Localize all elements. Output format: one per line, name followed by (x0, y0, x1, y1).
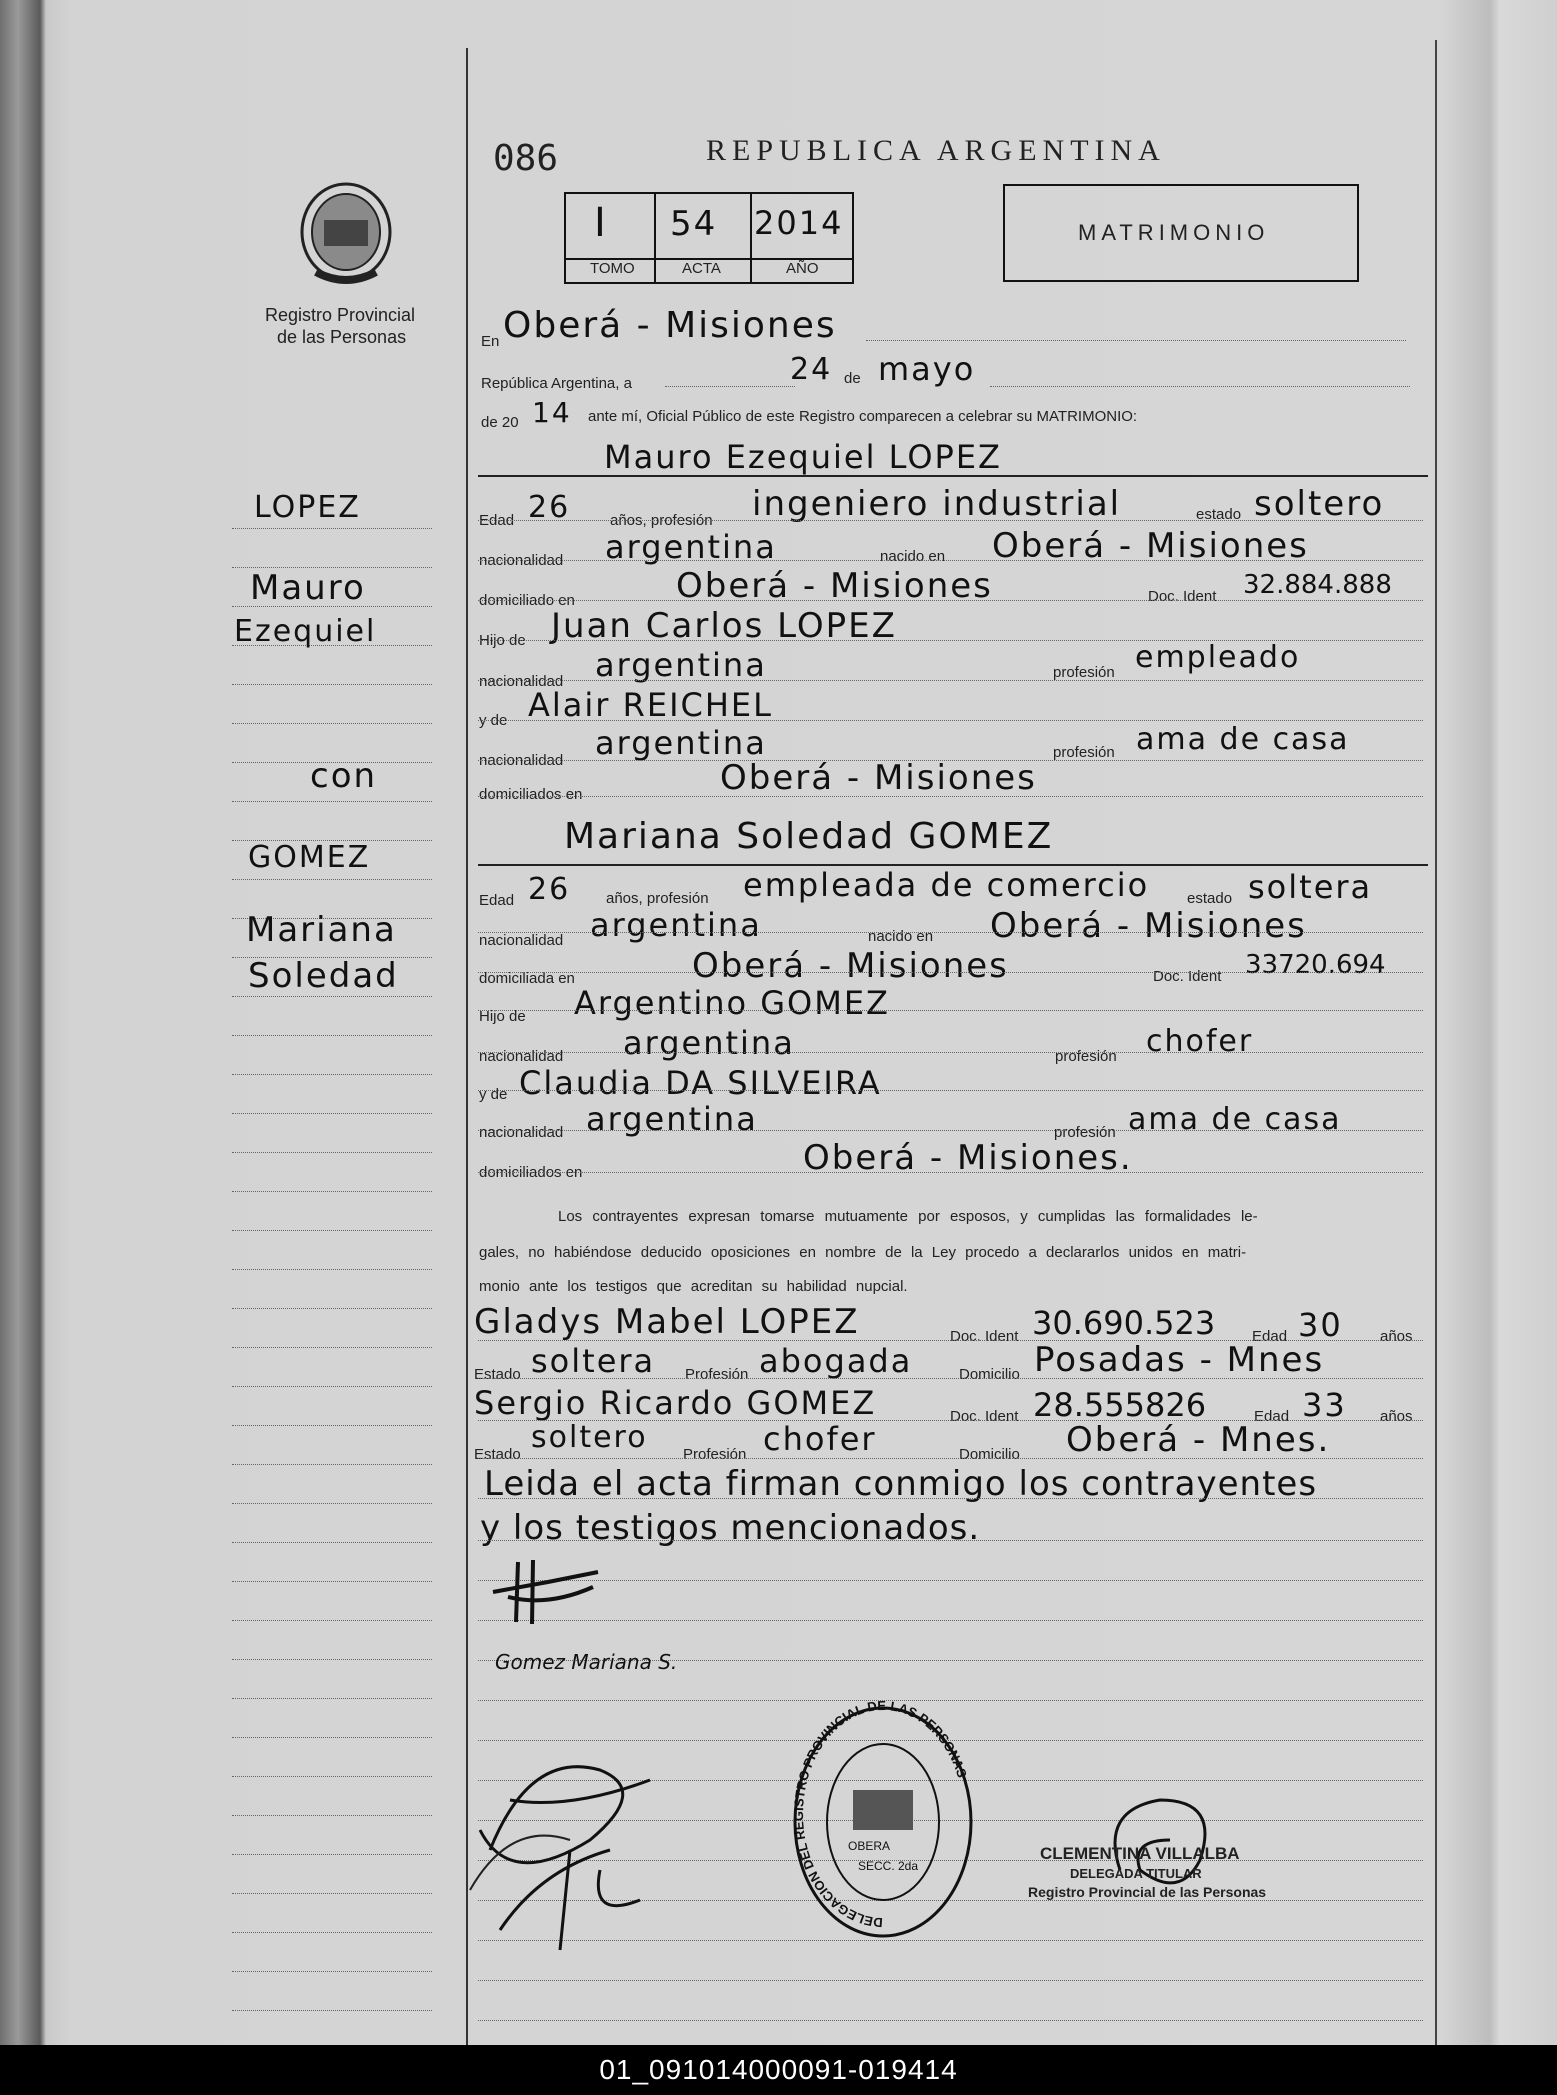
label-w2-edad: Edad (1254, 1408, 1290, 1425)
margin-rule (232, 1035, 432, 1036)
margin-bride-surname: GOMEZ (248, 840, 371, 875)
record-month: mayo (878, 350, 976, 388)
record-year: 14 (532, 396, 572, 429)
margin-rule (232, 1659, 432, 1660)
groom-age: 26 (528, 490, 571, 525)
act-type-box (1003, 184, 1359, 282)
label-groom-mother-prof: profesión (1053, 744, 1115, 761)
body-rule (478, 720, 1423, 721)
margin-rule (232, 1698, 432, 1699)
margin-rule (232, 1503, 432, 1504)
groom-nationality: argentina (605, 528, 777, 566)
body-rule (478, 640, 1423, 641)
label-bride-nacionalidad: nacionalidad (479, 932, 564, 949)
margin-rule (232, 1776, 432, 1777)
body-rule (478, 560, 1423, 561)
groom-civil-state: soltero (1254, 484, 1385, 524)
margin-bride-name2: Soledad (248, 956, 399, 996)
body-rule (478, 1458, 1423, 1459)
body-rule (478, 1090, 1423, 1091)
label-groom-father-nac: nacionalidad (479, 673, 564, 690)
official-signature-mark-icon (488, 1552, 608, 1632)
margin-rule (232, 1971, 432, 1972)
body-rule (478, 1130, 1423, 1131)
bride-mother-profession: ama de casa (1128, 1102, 1342, 1137)
record-day: 24 (790, 352, 833, 387)
act-type: MATRIMONIO (1078, 220, 1270, 245)
groom-parents-domicile: Oberá - Misiones (720, 758, 1037, 798)
margin-rule (232, 1893, 432, 1894)
stamp-center2: SECC. 2da (858, 1859, 919, 1873)
acta-label: ACTA (682, 260, 721, 277)
label-de20: de 20 (481, 414, 519, 431)
body-rule (478, 760, 1423, 761)
body-rule (478, 680, 1423, 681)
groom-full-name: Mauro Ezequiel LOPEZ (604, 438, 1002, 476)
bride-full-name: Mariana Soledad GOMEZ (564, 816, 1054, 857)
groom-domicile: Oberá - Misiones (676, 566, 993, 606)
bride-signature: Gomez Mariana S. (495, 1650, 678, 1674)
tomo-value: I (594, 200, 608, 246)
official-org: Registro Provincial de las Personas (1028, 1884, 1267, 1900)
bride-civil-state: soltera (1248, 868, 1373, 906)
label-de: de (844, 370, 861, 387)
witness2-state: soltero (531, 1420, 648, 1455)
margin-rule (232, 1308, 432, 1309)
label-republica: República Argentina, a (481, 375, 632, 392)
margin-rule (232, 879, 432, 880)
label-bride-hijo-de: Hijo de (479, 1008, 526, 1025)
label-groom-domiciliados: domiciliados en (479, 786, 583, 803)
witness2-age: 33 (1302, 1386, 1347, 1424)
body-rule (478, 520, 1423, 521)
bride-birthplace: Oberá - Misiones (990, 906, 1307, 946)
margin-rule (232, 1191, 432, 1192)
label-bride-domiciliada: domiciliada en (479, 970, 575, 987)
bride-domicile: Oberá - Misiones (692, 946, 1009, 986)
witness1-profession: abogada (759, 1342, 913, 1380)
margin-rule (232, 2010, 432, 2011)
margin-con: con (310, 756, 378, 796)
body-rule (478, 1010, 1423, 1011)
label-bride-nacido-en: nacido en (868, 928, 934, 945)
groom-mother-profession: ama de casa (1136, 722, 1350, 757)
label-bride-estado: estado (1187, 890, 1233, 907)
body-rule (478, 1052, 1423, 1053)
margin-rule (232, 1347, 432, 1348)
groom-mother-nationality: argentina (595, 724, 767, 762)
tomo-acta-anio-box (564, 192, 854, 284)
registry-line1: Registro Provincial (265, 305, 416, 325)
groom-birthplace: Oberá - Misiones (992, 526, 1309, 566)
province-seal-icon (294, 180, 398, 290)
declaration-line3: monio ante los testigos que acreditan su habilidad nupcial. (479, 1278, 908, 1295)
body-rule (478, 1580, 1423, 1581)
witness2-profession: chofer (763, 1420, 877, 1458)
label-bride-mother-nac: nacionalidad (479, 1124, 564, 1141)
serial-number: 086 (493, 138, 559, 179)
margin-rule (232, 1854, 432, 1855)
official-name: CLEMENTINA VILLALBA (1040, 1844, 1240, 1863)
label-w1-profesion: Profesión (685, 1366, 749, 1383)
margin-rule (232, 1425, 432, 1426)
acta-value: 54 (670, 204, 718, 244)
declaration-line1: Los contrayentes expresan tomarse mutuamente por esposos, y cumplidas las formalidades le- (558, 1208, 1258, 1225)
body-rule (478, 972, 1423, 973)
body-rule (478, 1620, 1423, 1621)
closing-line1: Leida el acta firman conmigo los contrayentes (484, 1464, 1318, 1504)
margin-rule (232, 1932, 432, 1933)
body-rule (478, 1980, 1423, 1981)
witness1-name: Gladys Mabel LOPEZ (474, 1302, 860, 1342)
groom-doc: 32.884.888 (1243, 570, 1392, 600)
official-title: DELEGADA TITULAR (1070, 1866, 1202, 1881)
label-w1-domicilio: Domicilio (959, 1366, 1020, 1383)
witness2-domicile: Oberá - Mnes. (1066, 1420, 1331, 1460)
label-en: En (481, 333, 500, 350)
margin-rule (232, 684, 432, 685)
margin-rule (232, 1152, 432, 1153)
margin-rule (232, 1269, 432, 1270)
bride-father-nationality: argentina (623, 1024, 795, 1062)
margin-rule (232, 1581, 432, 1582)
label-groom-nacido-en: nacido en (880, 548, 946, 565)
margin-rule (232, 528, 432, 529)
label-groom-anos-profesion: años, profesión (610, 512, 713, 529)
label-w2-doc: Doc. Ident (950, 1408, 1019, 1425)
label-groom-mother-nac: nacionalidad (479, 752, 564, 769)
witness2-doc: 28.555826 (1033, 1386, 1207, 1424)
anio-label: AÑO (786, 260, 819, 277)
body-rule (478, 1540, 1423, 1541)
margin-groom-name1: Mauro (250, 568, 366, 608)
label-bride-mother-prof: profesión (1054, 1124, 1116, 1141)
body-rule (478, 796, 1423, 797)
body-rule (478, 1172, 1423, 1173)
stamp-center1: OBERA (848, 1839, 891, 1853)
witness1-domicile: Posadas - Mnes (1034, 1340, 1325, 1380)
label-bride-father-nac: nacionalidad (479, 1048, 564, 1065)
groom-profession: ingeniero industrial (752, 484, 1122, 524)
margin-bride-name1: Mariana (246, 910, 397, 950)
label-w2-anos: años (1380, 1408, 1413, 1425)
bride-profession: empleada de comercio (743, 866, 1150, 904)
margin-rule (232, 1620, 432, 1621)
margin-rule (232, 1815, 432, 1816)
margin-rule (232, 1737, 432, 1738)
label-groom-father-prof: profesión (1053, 664, 1115, 681)
bride-father-profession: chofer (1146, 1024, 1254, 1059)
margin-rule (232, 801, 432, 802)
bride-mother-nationality: argentina (586, 1100, 758, 1138)
body-rule (478, 932, 1423, 933)
body-rule (478, 600, 1423, 601)
label-bride-father-prof: profesión (1055, 1048, 1117, 1065)
body-rule (478, 1340, 1423, 1341)
label-w1-edad: Edad (1252, 1328, 1288, 1345)
right-margin-line (1435, 40, 1437, 2045)
groom-father-profession: empleado (1135, 640, 1301, 675)
groom-father-nationality: argentina (595, 646, 767, 684)
anio-value: 2014 (754, 204, 844, 242)
margin-rule (232, 1230, 432, 1231)
body-rule (478, 1378, 1423, 1379)
witness-signatures-icon (450, 1730, 720, 1980)
label-groom-edad: Edad (479, 512, 515, 529)
label-groom-domiciliado: domiciliado en (479, 592, 575, 609)
label-w1-anos: años (1380, 1328, 1413, 1345)
bride-doc: 33720.694 (1245, 950, 1386, 980)
label-w2-domicilio: Domicilio (959, 1446, 1020, 1463)
label-w1-doc: Doc. Ident (950, 1328, 1019, 1345)
witness1-state: soltera (531, 1342, 656, 1380)
closing-line2: y los testigos mencionados. (480, 1508, 981, 1548)
witness1-doc: 30.690.523 (1032, 1304, 1216, 1342)
margin-rule (232, 1386, 432, 1387)
label-w1-estado: Estado (474, 1366, 521, 1383)
margin-rule (232, 996, 432, 997)
bride-nationality: argentina (590, 906, 762, 944)
margin-rule (232, 1074, 432, 1075)
label-bride-edad: Edad (479, 892, 515, 909)
bride-age: 26 (528, 872, 571, 907)
margin-rule (232, 1464, 432, 1465)
margin-rule (232, 1113, 432, 1114)
witness1-age: 30 (1298, 1306, 1343, 1344)
groom-mother: Alair REICHEL (528, 686, 773, 724)
label-groom-estado: estado (1196, 506, 1242, 523)
label-bride-doc: Doc. Ident (1153, 968, 1222, 985)
registry-stamp-icon (788, 1700, 978, 1950)
witness2-name: Sergio Ricardo GOMEZ (474, 1384, 877, 1422)
label-groom-doc: Doc. Ident (1148, 588, 1217, 605)
country-title: REPUBLICA ARGENTINA (706, 134, 1166, 167)
label-groom-hijo-de: Hijo de (479, 632, 526, 649)
label-groom-nacionalidad: nacionalidad (479, 552, 564, 569)
body-rule (478, 2020, 1423, 2021)
body-rule (478, 1420, 1423, 1421)
bride-parents-domicile: Oberá - Misiones. (803, 1138, 1133, 1178)
bride-mother: Claudia DA SILVEIRA (519, 1064, 882, 1102)
label-w2-estado: Estado (474, 1446, 521, 1463)
margin-groom-name2: Ezequiel (234, 614, 377, 649)
label-ante-mi: ante mí, Oficial Público de este Registro comparecen a celebrar su MATRIMONIO: (588, 408, 1138, 425)
label-bride-domiciliados: domiciliados en (479, 1164, 583, 1181)
label-groom-y-de: y de (479, 712, 508, 729)
file-id-footer: 01_091014000091-019414 (0, 2045, 1557, 2095)
margin-rule (232, 723, 432, 724)
registry-line2: de las Personas (277, 327, 407, 347)
declaration-line2: gales, no habiéndose deducido oposiciones en nombre de la Ley procedo a declararlos unidos en matri- (479, 1244, 1247, 1261)
body-rule (478, 1498, 1423, 1499)
label-w2-profesion: Profesión (683, 1446, 747, 1463)
record-place: Oberá - Misiones (503, 305, 837, 346)
label-bride-anos-profesion: años, profesión (606, 890, 709, 907)
stamp-ring-text: DELEGACION DEL REGISTRO PROVINCIAL DE LAS PERSONAS (790, 1700, 970, 1931)
tomo-label: TOMO (590, 260, 635, 277)
label-bride-y-de: y de (479, 1086, 508, 1103)
bride-father: Argentino GOMEZ (574, 984, 890, 1022)
margin-rule (232, 1542, 432, 1543)
groom-father: Juan Carlos LOPEZ (551, 606, 897, 646)
margin-groom-surname: LOPEZ (254, 490, 361, 525)
